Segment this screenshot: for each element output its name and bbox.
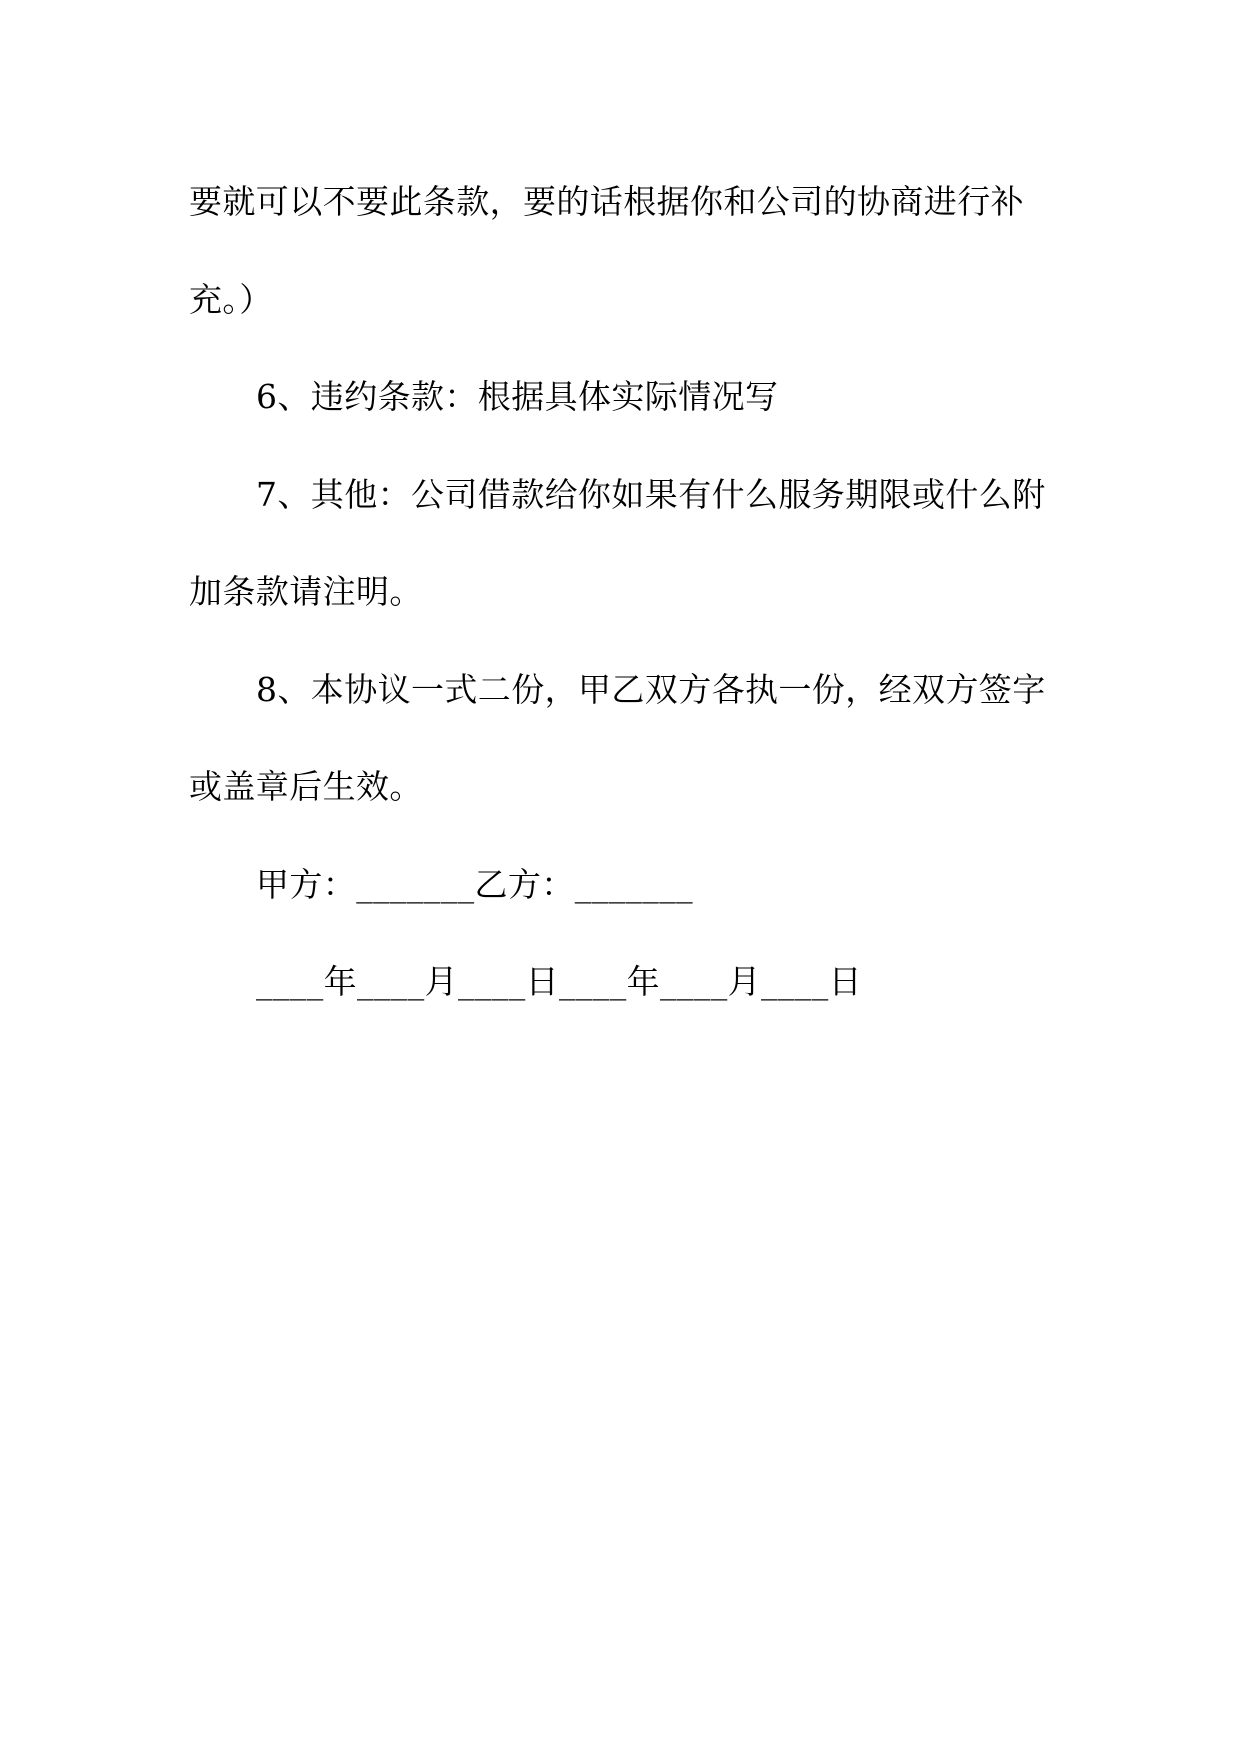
party-signature-line: 甲方：_______乙方：_______ <box>256 865 693 904</box>
clause-6-breach-terms: 6、违约条款：根据具体实际情况写 <box>256 377 779 416</box>
clause-5-continuation-end: 充。） <box>189 280 273 319</box>
signature-date-line: ____年____月____日____年____月____日 <box>256 962 862 1001</box>
clause-5-continuation-text: 要就可以不要此条款，要的话根据你和公司的协商进行补 <box>189 182 1024 221</box>
clause-7-other-continuation: 加条款请注明。 <box>189 572 423 611</box>
clause-7-other: 7、其他：公司借款给你如果有什么服务期限或什么附 <box>256 475 1046 514</box>
clause-8-copies-continuation: 或盖章后生效。 <box>189 767 423 806</box>
clause-8-copies: 8、本协议一式二份，甲乙双方各执一份，经双方签字 <box>256 670 1046 709</box>
